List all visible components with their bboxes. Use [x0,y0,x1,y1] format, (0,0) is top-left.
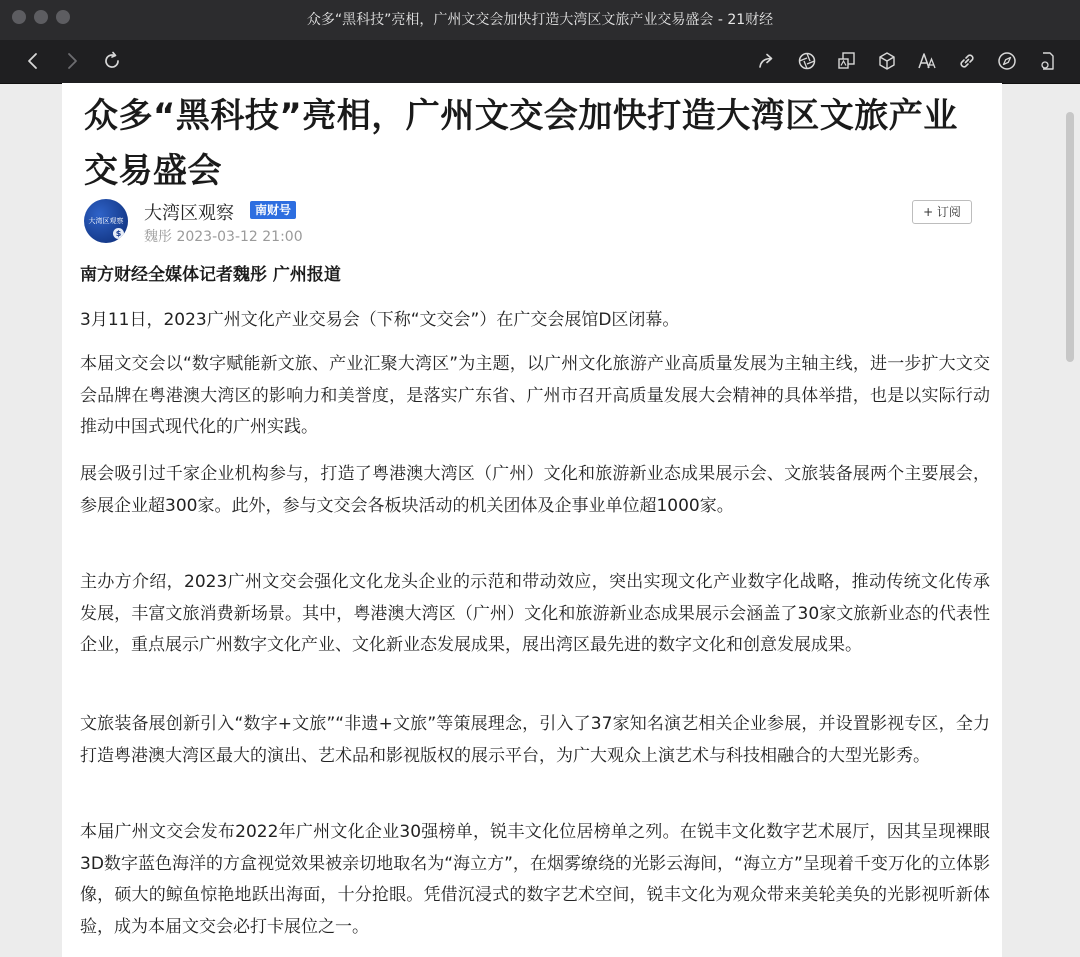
avatar-text: 大湾区观察 [88,217,124,225]
article-paragraph: 主办方介绍，2023广州文交会强化文化龙头企业的示范和带动效应，突出实现文化产业数字化战略，推动传统文化传承发展，丰富文旅消费新场景。其中，粤港澳大湾区（广州）文化和旅游新业态成果展示会涵盖了30家文旅新业态的代表性企业，重点展示广州数字文化产业、文化新业态发展成果，展出湾区最先进的数字文化和创意发展成果。 [80,572,990,655]
author-name[interactable]: 大湾区观察 [144,203,234,224]
compass-icon[interactable] [994,48,1020,74]
forward-icon[interactable] [59,48,85,74]
article-lead: 南方财经全媒体记者魏彤 广州报道 [80,265,341,285]
article-container [62,83,1002,957]
minimize-window-button[interactable] [34,10,48,24]
page-settings-icon[interactable] [1034,48,1060,74]
window-titlebar [0,0,1080,40]
vertical-scrollbar[interactable] [1066,112,1074,362]
dollar-badge-icon: $ [113,228,124,239]
link-icon[interactable] [954,48,980,74]
article-headline: 众多“黑科技”亮相，广州文交会加快打造大湾区文旅产业交易盛会 [84,96,958,191]
article-paragraph: 本届广州文交会发布2022年广州文化企业30强榜单，锐丰文化位居榜单之列。在锐丰文化数字艺术展厅，因其呈现裸眼3D数字蓝色海洋的方盒视觉效果被亲切地取名为“海立方”，在烟雾缭绕的光影云海间，“海立方”呈现着千变万化的立体影像，硕大的鲸鱼惊艳地跃出海面，十分抢眼。凭借沉浸式的数字艺术空间，锐丰文化为观众带来美轮美奂的光影视听新体验，成为本届文交会必打卡展位之一。 [80,822,990,937]
article-paragraph: 本届文交会以“数字赋能新文旅、产业汇聚大湾区”为主题，以广州文化旅游产业高质量发展为主轴主线，进一步扩大文交会品牌在粤港澳大湾区的影响力和美誉度，是落实广东省、广州市召开高质量发展大会精神的具体举措，也是以实际行动推动中国式现代化的广州实践。 [80,354,990,437]
author-badge: 南财号 [250,201,296,219]
text-size-icon[interactable] [914,48,940,74]
aperture-icon[interactable] [794,48,820,74]
window-controls [12,10,70,24]
window-title: 众多“黑科技”亮相，广州文交会加快打造大湾区文旅产业交易盛会 - 21财经 [306,12,774,28]
author-avatar[interactable] [84,199,128,243]
reload-icon[interactable] [99,48,125,74]
translate-icon[interactable] [834,48,860,74]
article-paragraph: 3月11日，2023广州文化产业交易会（下称“文交会”）在广交会展馆D区闭幕。 [80,310,680,330]
article-paragraph: 展会吸引过千家企业机构参与，打造了粤港澳大湾区（广州）文化和旅游新业态成果展示会、文旅装备展两个主要展会，参展企业超300家。此外，参与文交会各板块活动的机关团体及企事业单位超1000家。 [80,464,990,516]
share-icon[interactable] [754,48,780,74]
cube-icon[interactable] [874,48,900,74]
subscribe-button[interactable]: + 订阅 [912,200,972,224]
zoom-window-button[interactable] [56,10,70,24]
byline-meta: 魏彤 2023-03-12 21:00 [144,229,303,245]
back-icon[interactable] [20,48,46,74]
browser-toolbar [0,40,1080,84]
article-paragraph: 文旅装备展创新引入“数字+文旅”“非遗+文旅”等策展理念，引入了37家知名演艺相关企业参展，并设置影视专区，全力打造粤港澳大湾区最大的演出、艺术品和影视版权的展示平台，为广大观众上演艺术与科技相融合的大型光影秀。 [80,714,990,766]
close-window-button[interactable] [12,10,26,24]
